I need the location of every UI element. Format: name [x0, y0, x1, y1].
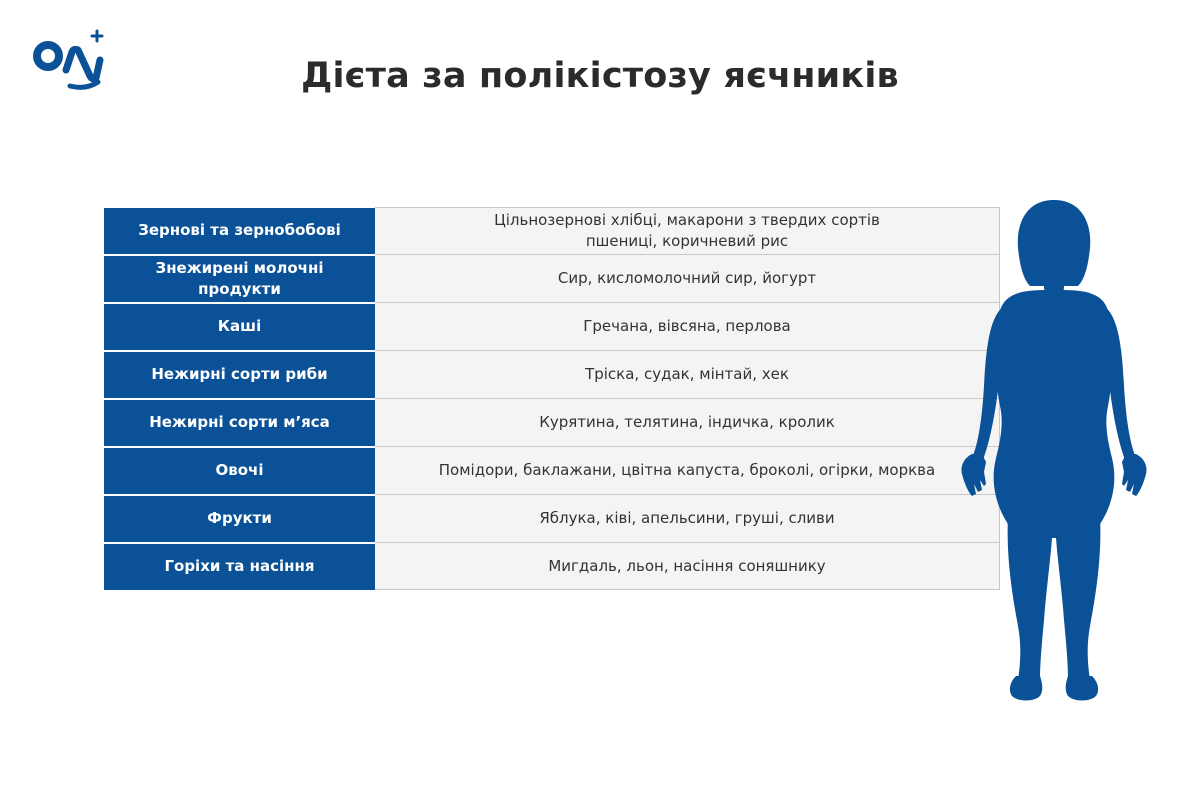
foods-cell: [375, 543, 1000, 590]
table-row: [104, 255, 1000, 303]
foods-label: Сир, кисломолочний сир, йогурт: [557, 269, 817, 287]
table-row: [104, 447, 1000, 495]
category-cell: [104, 255, 375, 303]
category-label: Овочі: [215, 461, 264, 479]
foods-cell: [375, 495, 1000, 543]
category-cell: [104, 351, 375, 399]
category-label: Знежирені молочні продукти: [155, 258, 324, 298]
foods-cell: [375, 447, 1000, 495]
category-cell: [104, 303, 375, 351]
page-title: Дієта за полікістозу яєчників: [301, 56, 899, 96]
foods-cell: [375, 399, 1000, 447]
foods-cell: [375, 255, 1000, 303]
foods-cell: [375, 303, 1000, 351]
foods-label: Помідори, баклажани, цвітна капуста, броколі, огірки, морква: [438, 461, 936, 479]
category-label: Фрукти: [207, 509, 272, 527]
category-cell: [104, 543, 375, 590]
female-silhouette-icon: [956, 196, 1152, 706]
category-cell: [104, 399, 375, 447]
foods-label: Тріска, судак, мінтай, хек: [585, 365, 789, 383]
table-row: [104, 495, 1000, 543]
foods-label: Цільнозернові хлібці, макарони з твердих сортів пшениці, коричневий рис: [494, 211, 880, 250]
category-label: Горіхи та насіння: [164, 557, 315, 575]
category-label: Нежирні сорти риби: [151, 365, 328, 383]
table-row: [104, 543, 1000, 590]
diet-table: [104, 207, 1000, 590]
table-row: [104, 208, 1000, 255]
category-cell: [104, 447, 375, 495]
table-row: [104, 351, 1000, 399]
foods-label: Мигдаль, льон, насіння соняшнику: [548, 556, 826, 575]
foods-label: Яблука, ківі, апельсини, груші, сливи: [539, 509, 835, 527]
foods-label: Курятина, телятина, індичка, кролик: [539, 413, 835, 431]
category-cell: [104, 495, 375, 543]
category-label: Зернові та зернобобові: [138, 221, 341, 239]
category-label: Нежирні сорти м’яса: [149, 413, 330, 431]
foods-cell: [375, 351, 1000, 399]
foods-label: Гречана, вівсяна, перлова: [583, 317, 791, 335]
foods-cell: [375, 208, 1000, 255]
table-row: [104, 399, 1000, 447]
table-row: [104, 303, 1000, 351]
category-label: Каші: [217, 317, 262, 335]
category-cell: [104, 208, 375, 255]
